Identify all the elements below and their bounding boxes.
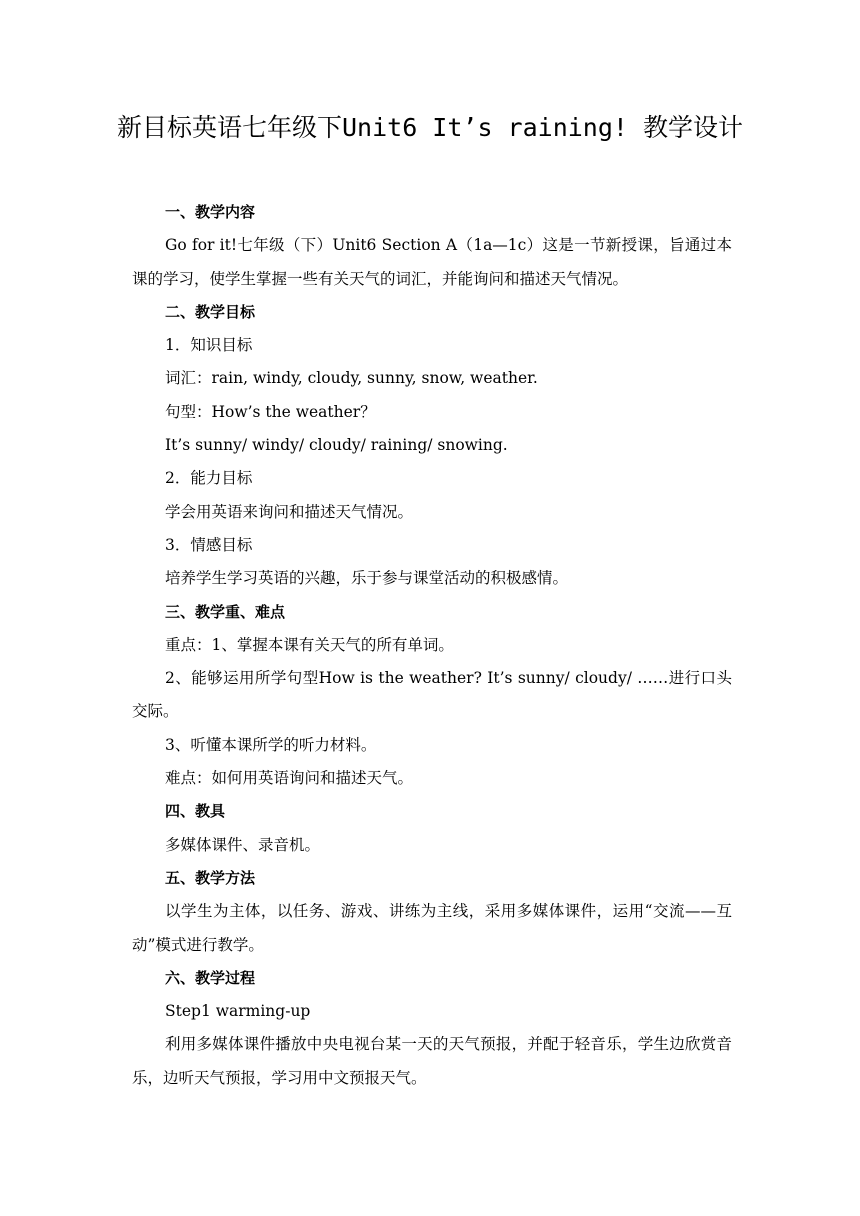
paragraph-teaching-aids: 多媒体课件、录音机。: [165, 835, 321, 854]
paragraph-sentence-answers: It’s sunny/ windy/ cloudy/ raining/ snowing.: [165, 436, 508, 455]
paragraph-step1: Step1 warming-up: [165, 1002, 311, 1021]
section-heading-objectives: 二、教学目标: [165, 302, 256, 321]
paragraph-key-point-3: 3、听懂本课所学的听力材料。: [165, 735, 377, 754]
document-body: [132, 196, 732, 1095]
paragraph-methods: 以学生为主体，以任务、游戏、讲练为主线，采用多媒体课件，运用“交流——互动”模式进行教学。: [132, 902, 732, 954]
paragraph-step1-description: 利用多媒体课件播放中央电视台某一天的天气预报，并配于轻音乐，学生边欣赏音乐，边听天气预报，学习用中文预报天气。: [132, 1035, 732, 1087]
subheading-ability-goal: 2．能力目标: [165, 469, 253, 488]
paragraph-emotion-goal: 培养学生学习英语的兴趣，乐于参与课堂活动的积极感情。: [165, 569, 569, 588]
paragraph-difficulty: 难点：如何用英语询问和描述天气。: [165, 769, 414, 788]
subheading-knowledge-goal: 1．知识目标: [165, 336, 253, 355]
paragraph-key-point-2: 2、能够运用所学句型How is the weather? It’s sunny/ cloudy/ ……进行口头交际。: [132, 669, 732, 721]
section-heading-content: 一、教学内容: [165, 203, 256, 221]
section-heading-key-points: 三、教学重、难点: [165, 602, 286, 621]
section-heading-teaching-aids: 四、教具: [165, 802, 226, 821]
paragraph-ability-goal: 学会用英语来询问和描述天气情况。: [165, 502, 414, 521]
document-title: 新目标英语七年级下Unit6 It’s raining! 教学设计: [116, 113, 744, 142]
section-heading-methods: 五、教学方法: [165, 868, 256, 887]
paragraph-key-point-1: 重点：1、掌握本课有关天气的所有单词。: [165, 635, 454, 654]
paragraph-vocabulary: 词汇：rain, windy, cloudy, sunny, snow, weather.: [165, 369, 538, 388]
section-heading-process: 六、教学过程: [165, 968, 256, 987]
subheading-emotion-goal: 3．情感目标: [165, 535, 253, 554]
paragraph-content-description: Go for it!七年级（下）Unit6 Section A（1a—1c）这是一节新授课，旨通过本课的学习，使学生掌握一些有关天气的词汇，并能询问和描述天气情况。: [132, 236, 732, 288]
paragraph-sentence-pattern: 句型：How’s the weather？: [165, 402, 376, 421]
